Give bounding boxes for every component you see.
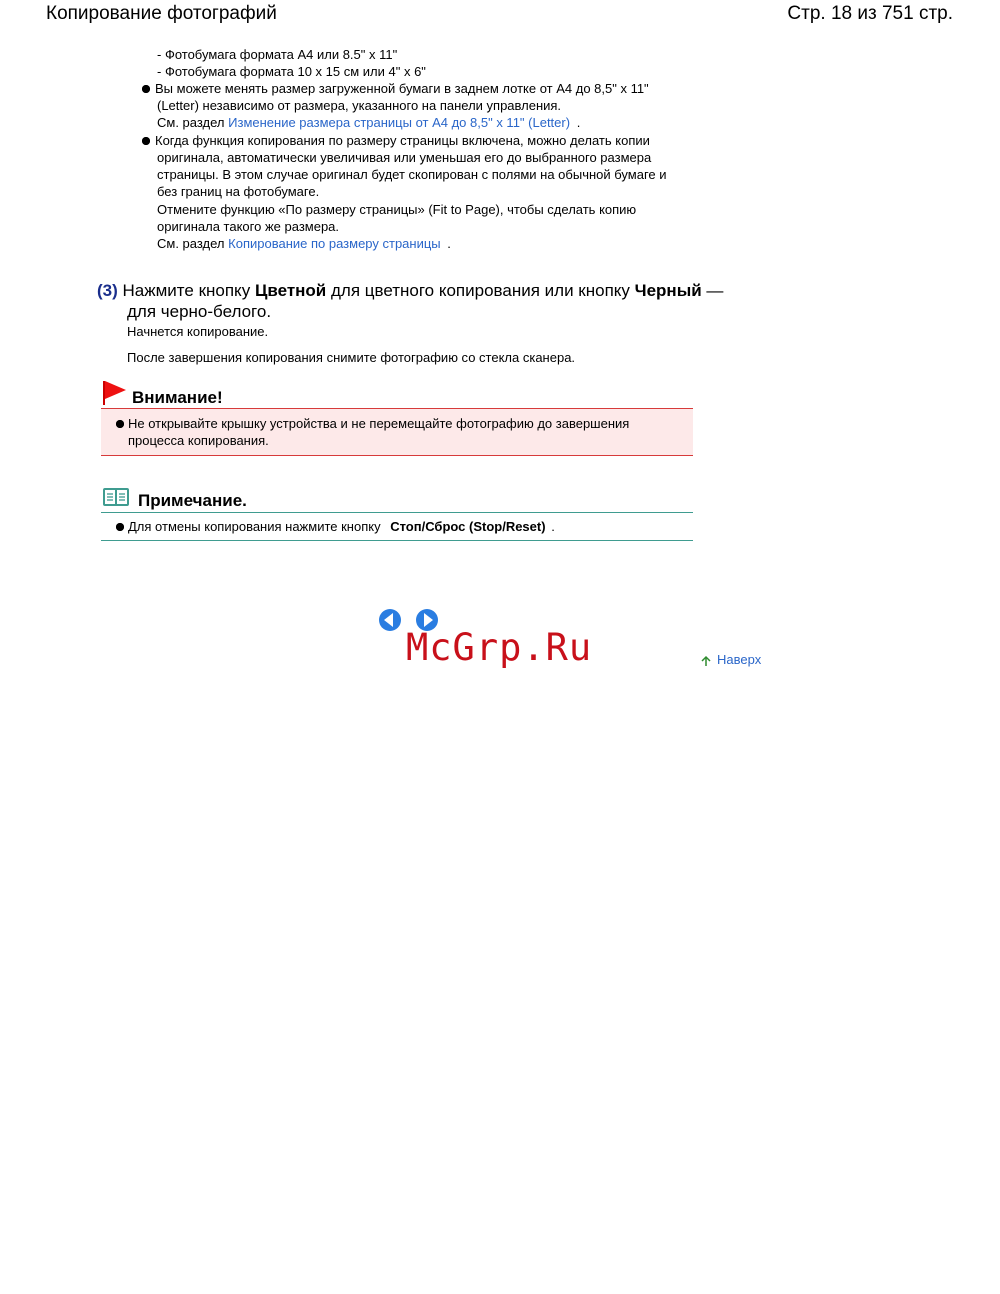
watermark: McGrp.Ru: [406, 626, 593, 669]
see-end: .: [576, 115, 581, 130]
see-also: [157, 235, 451, 252]
attention-text: процесса копирования.: [128, 433, 269, 448]
bullet-text: страницы. В этом случае оригинал будет скопирован с полями на обычной бумаге и: [157, 167, 667, 182]
note-divider: [101, 512, 693, 513]
stop-reset-button-name: Стоп/Сброс (Stop/Reset): [390, 519, 546, 534]
page-title: Копирование фотографий: [46, 3, 277, 24]
bullet-text: без границ на фотобумаге.: [157, 184, 320, 199]
see-end: .: [447, 236, 451, 251]
black-button-name: Черный: [634, 281, 702, 300]
step-text: Нажмите кнопку: [122, 281, 251, 300]
attention-text: Не открывайте крышку устройства и не перемещайте фотографию до завершения: [128, 416, 630, 431]
bullet-icon: [142, 85, 150, 93]
note-title: Примечание.: [138, 491, 247, 510]
attention-title: Внимание!: [132, 388, 223, 407]
back-to-top-link[interactable]: Наверх: [717, 652, 762, 667]
step-number: (3): [97, 281, 118, 300]
step-text: для цветного копирования или кнопку: [330, 281, 630, 300]
link-fit-to-page[interactable]: Копирование по размеру страницы: [228, 236, 441, 251]
color-button-name: Цветной: [254, 281, 327, 300]
bullet-icon: [142, 137, 150, 145]
up-arrow-icon[interactable]: [700, 655, 712, 667]
size-item: - Фотобумага формата A4 или 8.5" x 11": [157, 47, 398, 62]
step-3-result: Начнется копирование.: [127, 324, 269, 339]
size-item: - Фотобумага формата 10 x 15 см или 4" x 6": [157, 64, 426, 79]
page-counter: Стр. 18 из 751 стр.: [787, 3, 953, 24]
bullet-text: Отмените функцию «По размеру страницы» (Fit to Page), чтобы сделать копию: [157, 202, 637, 217]
bullet-text: оригинала, автоматически увеличивая или уменьшая его до выбранного размера: [157, 150, 652, 165]
step-text: —: [706, 281, 724, 300]
bullet-text: оригинала такого же размера.: [157, 219, 340, 234]
note-text: [128, 518, 555, 535]
see-label: См. раздел: [157, 236, 225, 251]
bullet-text: Когда функция копирования по размеру страницы включена, можно делать копии: [155, 133, 650, 148]
see-label: См. раздел: [157, 115, 225, 130]
note-end: .: [551, 519, 555, 534]
step-3-line2: для черно-белого.: [127, 302, 272, 321]
see-also: [157, 114, 580, 131]
step-3-heading: [97, 280, 723, 301]
red-flag-icon: [102, 380, 128, 406]
note-text-plain: Для отмены копирования нажмите кнопку: [128, 519, 381, 534]
bullet-text: (Letter) независимо от размера, указанного на панели управления.: [157, 98, 562, 113]
bullet-icon: [116, 420, 124, 428]
step-3-after: После завершения копирования снимите фотографию со стекла сканера.: [127, 350, 576, 365]
note-divider: [101, 540, 693, 541]
open-book-icon: [102, 487, 130, 507]
link-resize-page[interactable]: Изменение размера страницы от A4 до 8,5" x 11" (Letter): [228, 115, 571, 130]
prev-arrow-icon[interactable]: [378, 608, 402, 632]
bullet-text: Вы можете менять размер загруженной бумаги в заднем лотке от A4 до 8,5" x 11": [155, 81, 649, 96]
bullet-icon: [116, 523, 124, 531]
